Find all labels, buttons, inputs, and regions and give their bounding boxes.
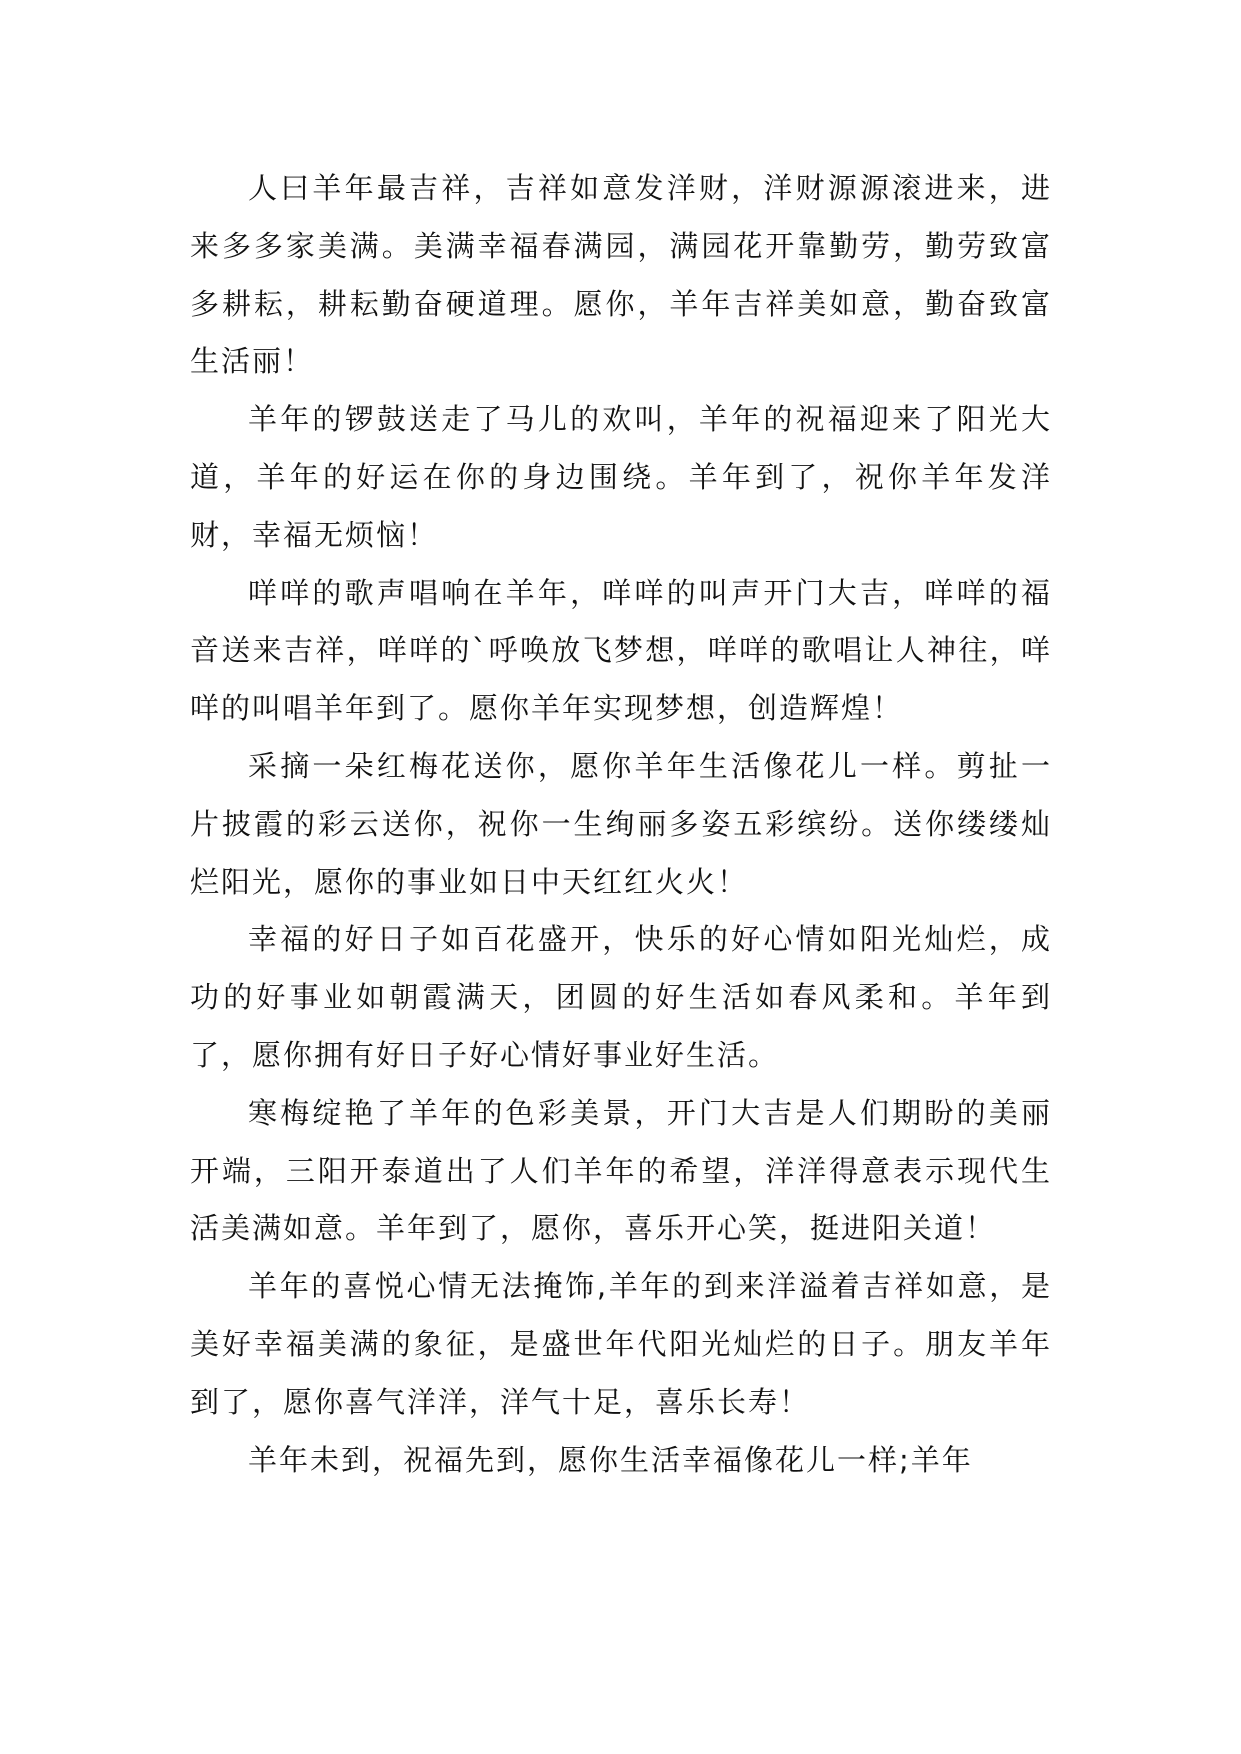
paragraph-3: 咩咩的歌声唱响在羊年，咩咩的叫声开门大吉，咩咩的福音送来吉祥，咩咩的`呼唤放飞梦想，咩咩的歌唱让人神往，咩咩的叫唱羊年到了。愿你羊年实现梦想，创造辉煌！ xyxy=(190,575,1052,726)
document-body xyxy=(190,160,1052,1489)
paragraph-8: 羊年未到，祝福先到，愿你生活幸福像花儿一样;羊年 xyxy=(248,1442,973,1477)
paragraph-7: 羊年的喜悦心情无法掩饰,羊年的到来洋溢着吉祥如意，是美好幸福美满的象征，是盛世年代阳光灿烂的日子。朋友羊年到了，愿你喜气洋洋，洋气十足，喜乐长寿！ xyxy=(190,1269,1052,1419)
paragraph-4: 采摘一朵红梅花送你，愿你羊年生活像花儿一样。剪扯一片披霞的彩云送你，祝你一生绚丽多姿五彩缤纷。送你缕缕灿烂阳光，愿你的事业如日中天红红火火！ xyxy=(190,748,1052,899)
paragraph-6: 寒梅绽艳了羊年的色彩美景，开门大吉是人们期盼的美丽开端，三阳开泰道出了人们羊年的希望，洋洋得意表示现代生活美满如意。羊年到了，愿你，喜乐开心笑，挺进阳关道！ xyxy=(190,1095,1052,1246)
paragraph-1: 人曰羊年最吉祥，吉祥如意发洋财，洋财源源滚进来，进来多多家美满。美满幸福春满园，满园花开靠勤劳，勤劳致富多耕耘，耕耘勤奋硬道理。愿你，羊年吉祥美如意，勤奋致富生活丽！ xyxy=(190,171,1052,379)
paragraph-5: 幸福的好日子如百花盛开，快乐的好心情如阳光灿烂，成功的好事业如朝霞满天，团圆的好生活如春风柔和。羊年到了，愿你拥有好日子好心情好事业好生活。 xyxy=(190,922,1052,1072)
paragraph-2: 羊年的锣鼓送走了马儿的欢叫，羊年的祝福迎来了阳光大道，羊年的好运在你的身边围绕。羊年到了，祝你羊年发洋财，幸福无烦恼！ xyxy=(190,402,1052,552)
